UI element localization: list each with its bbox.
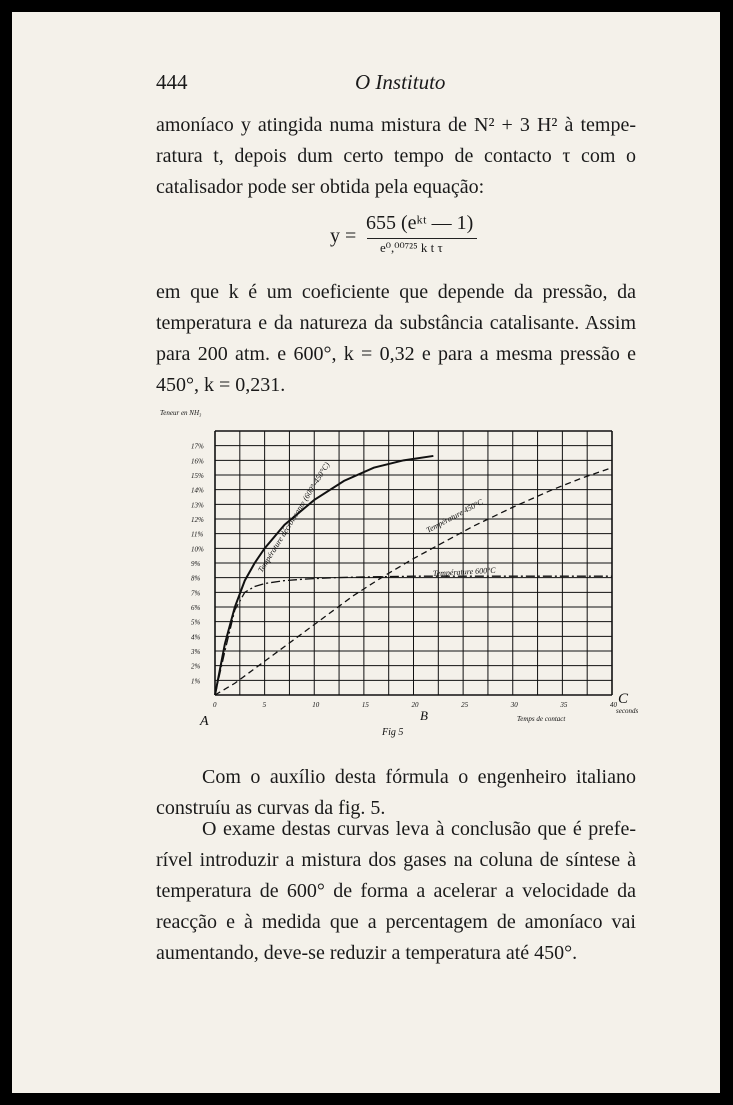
paragraph-4 <box>156 814 636 969</box>
y-tick-label: 8% <box>191 574 201 583</box>
chart-grid <box>215 431 612 695</box>
text-line: catalisador pode ser obtida pela equação: <box>156 176 485 198</box>
x-tick-label: 15 <box>361 701 369 709</box>
y-tick-label: 6% <box>191 604 201 612</box>
curve-label-450: Température 450°C <box>424 497 485 535</box>
y-tick-label: 13% <box>191 501 204 510</box>
y-tick-labels <box>190 443 204 686</box>
y-tick-label: 12% <box>191 516 204 524</box>
text-line: Com o auxílio desta fórmula o engenheiro italiano <box>202 766 636 788</box>
point-label-b: B <box>420 708 428 723</box>
text-line: reacção e à medida que a percentagem de amoníaco vai <box>156 911 636 933</box>
text-line: temperatura e da natureza da substância catalisante. Assim <box>156 312 636 334</box>
y-tick-label: 16% <box>191 457 204 466</box>
y-tick-label: 10% <box>191 545 204 554</box>
text-line: rível introduzir a mistura dos gases na coluna de síntese à <box>156 849 636 871</box>
text-line: construíu as curvas da fig. 5. <box>156 797 386 819</box>
page-number: 444 <box>156 70 188 94</box>
figure-5-chart <box>160 405 660 750</box>
text-line: ratura t, depois dum certo tempo de contacto τ com o <box>156 145 636 167</box>
x-tick-labels <box>213 701 618 709</box>
curve-label-600: Température 600°C <box>432 565 496 578</box>
series-line <box>215 456 433 695</box>
x-tick-label: 0 <box>213 701 217 709</box>
text-line: temperatura de 600° de forma a acelerar a velocidade da <box>156 880 636 902</box>
x-tick-label: 10 <box>312 701 320 709</box>
point-label-c: C <box>618 691 629 707</box>
y-tick-label: 3% <box>191 648 201 656</box>
x-tick-label: 20 <box>411 701 419 709</box>
x-tick-label: 30 <box>510 701 518 709</box>
x-unit-label: seconds <box>616 707 639 715</box>
y-tick-label: 7% <box>191 589 201 598</box>
x-tick-label: 35 <box>560 701 568 709</box>
text-line: 450°, k = 0,231. <box>156 374 286 396</box>
y-tick-label: 2% <box>191 662 201 671</box>
y-tick-label: 4% <box>191 633 201 642</box>
y-tick-label: 15% <box>191 472 204 480</box>
x-tick-label: 40 <box>610 701 617 709</box>
equation-numerator: 655 (eᵏᵗ — 1) <box>366 212 474 234</box>
equation-lhs: y = <box>330 225 357 247</box>
paragraph-2 <box>156 277 636 401</box>
fraction-bar <box>367 238 477 239</box>
x-axis-label: Temps de contact <box>517 715 566 723</box>
paragraph-1 <box>156 110 636 203</box>
y-tick-label: 14% <box>191 486 204 495</box>
text-line: aumentando, deve-se reduzir a temperatura até 450°. <box>156 942 578 964</box>
x-tick-label: 25 <box>461 701 469 709</box>
text-line: amoníaco y atingida numa mistura de N² + 3 H² à tempe- <box>156 114 636 136</box>
text-line: para 200 atm. e 600°, k = 0,32 e para a mesma pressão e <box>156 343 636 365</box>
y-tick-label: 9% <box>191 560 201 568</box>
text-line: em que k é um coeficiente que depende da pressão, da <box>156 281 636 303</box>
figure-caption: Fig 5 <box>382 727 404 738</box>
y-tick-label: 5% <box>191 618 201 627</box>
y-tick-label: 11% <box>191 530 204 539</box>
y-tick-label: 1% <box>191 677 201 686</box>
x-tick-label: 5 <box>262 701 267 709</box>
y-axis-label: Teneur en NH₃ <box>160 409 202 417</box>
equation-denominator: e⁰,⁰⁰⁷²⁵ k t τ <box>380 240 443 255</box>
point-label-a: A <box>200 714 209 729</box>
running-title: O Instituto <box>355 70 446 94</box>
curve-label-decreasing: Température décroissante (600°-450°C) <box>256 460 332 575</box>
y-tick-label: 17% <box>191 442 204 451</box>
text-line: O exame destas curvas leva à conclusão que é prefe- <box>202 818 636 840</box>
